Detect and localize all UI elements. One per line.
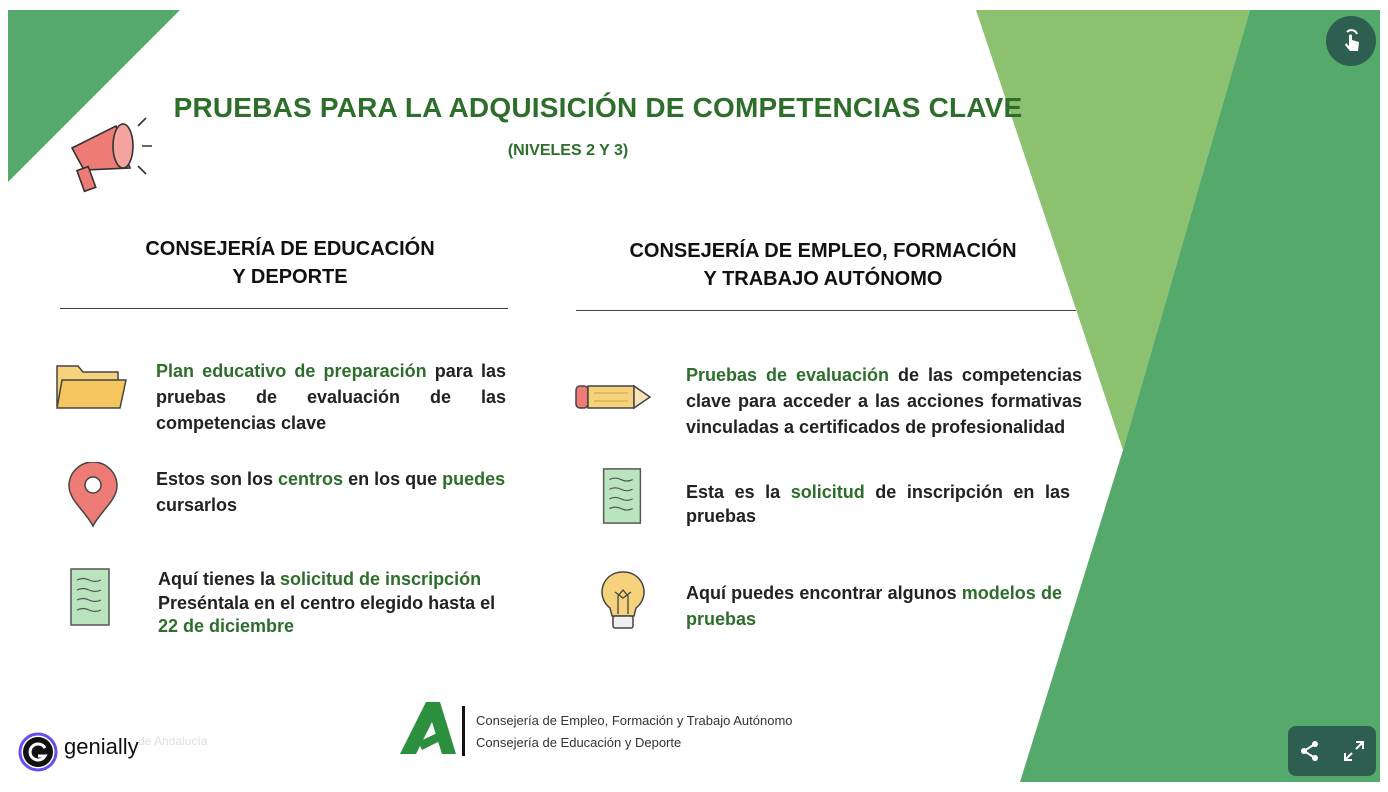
right-divider xyxy=(576,310,1076,311)
hand-pointer-icon xyxy=(1338,28,1364,54)
left-item-plan xyxy=(156,358,506,436)
fullscreen-icon[interactable] xyxy=(1343,740,1365,762)
right-heading-line1: CONSEJERÍA DE EMPLEO, FORMACIÓN xyxy=(629,240,1017,262)
left-item-solicitud xyxy=(158,568,518,639)
deadline-date: 22 de diciembre xyxy=(158,616,295,636)
left-heading-line1: CONSEJERÍA DE EDUCACIÓN xyxy=(145,238,435,260)
bottom-controls xyxy=(1288,726,1376,776)
right-item-modelos xyxy=(686,580,1062,632)
document-icon xyxy=(68,566,112,628)
modelos-pre: Aquí puedes encontrar algunos xyxy=(686,583,962,603)
folder-icon xyxy=(54,360,128,412)
centros-link[interactable]: centros xyxy=(278,469,344,489)
plan-educativo-link[interactable]: Plan educativo de preparación xyxy=(156,361,427,381)
footer-line-empleo: Consejería de Empleo, Formación y Trabajo Autónomo xyxy=(476,713,793,728)
genially-logo-icon xyxy=(18,732,58,772)
interactive-elements-button[interactable] xyxy=(1326,16,1376,66)
right-solicitud-link[interactable]: solicitud xyxy=(790,482,865,502)
pruebas-evaluacion-link[interactable]: Pruebas de evaluación xyxy=(686,365,890,385)
left-divider xyxy=(60,308,508,309)
right-column-heading xyxy=(608,237,1038,293)
centros-post: cursarlos xyxy=(156,495,238,515)
page-subtitle: (NIVELES 2 Y 3) xyxy=(507,142,629,159)
puedes-link[interactable]: puedes xyxy=(442,469,506,489)
right-item-solicitud xyxy=(686,480,1070,528)
right-item-pruebas xyxy=(686,362,1082,440)
junta-andalucia-logo xyxy=(398,700,468,758)
right-heading-line2: Y TRABAJO AUTÓNOMO xyxy=(703,268,943,290)
solicitud-inscripcion-link[interactable]: solicitud de inscripción xyxy=(280,569,482,589)
right-solicitud-post: de inscripción en las pruebas xyxy=(686,482,1070,526)
footer-line-educacion: Consejería de Educación y Deporte xyxy=(476,735,682,750)
solicitud-pre: Aquí tienes la xyxy=(158,569,281,589)
left-column-heading xyxy=(60,235,520,291)
solicitud-post: Preséntala en el centro elegido hasta el xyxy=(158,592,496,613)
share-icon[interactable] xyxy=(1299,740,1321,762)
genially-brand[interactable]: genially xyxy=(64,734,139,759)
left-heading-line2: Y DEPORTE xyxy=(232,266,348,288)
lightbulb-icon xyxy=(598,568,648,634)
left-item-centros xyxy=(156,466,516,518)
document-icon xyxy=(600,466,644,526)
right-item-pruebas-text: de las competencias clave para acceder a las acciones formativas vinculadas a certificados de profesionalidad xyxy=(686,365,1082,437)
faint-footer-text: de Andalucía xyxy=(138,734,208,748)
left-item-plan-text: para las pruebas de evaluación de las competencias clave xyxy=(156,361,506,433)
right-solicitud-pre: Esta es la xyxy=(686,482,791,502)
footer-logo-text xyxy=(476,710,796,754)
page-title: PRUEBAS PARA LA ADQUISICIÓN DE COMPETENCIAS CLAVE xyxy=(173,92,1023,123)
centros-pre: Estos son los xyxy=(156,469,279,489)
modelos-pruebas-link[interactable]: modelos de pruebas xyxy=(686,583,1062,629)
centros-mid: en los que xyxy=(343,469,443,489)
pencil-icon xyxy=(572,380,654,414)
slide xyxy=(8,10,1380,782)
map-pin-icon xyxy=(66,462,120,528)
